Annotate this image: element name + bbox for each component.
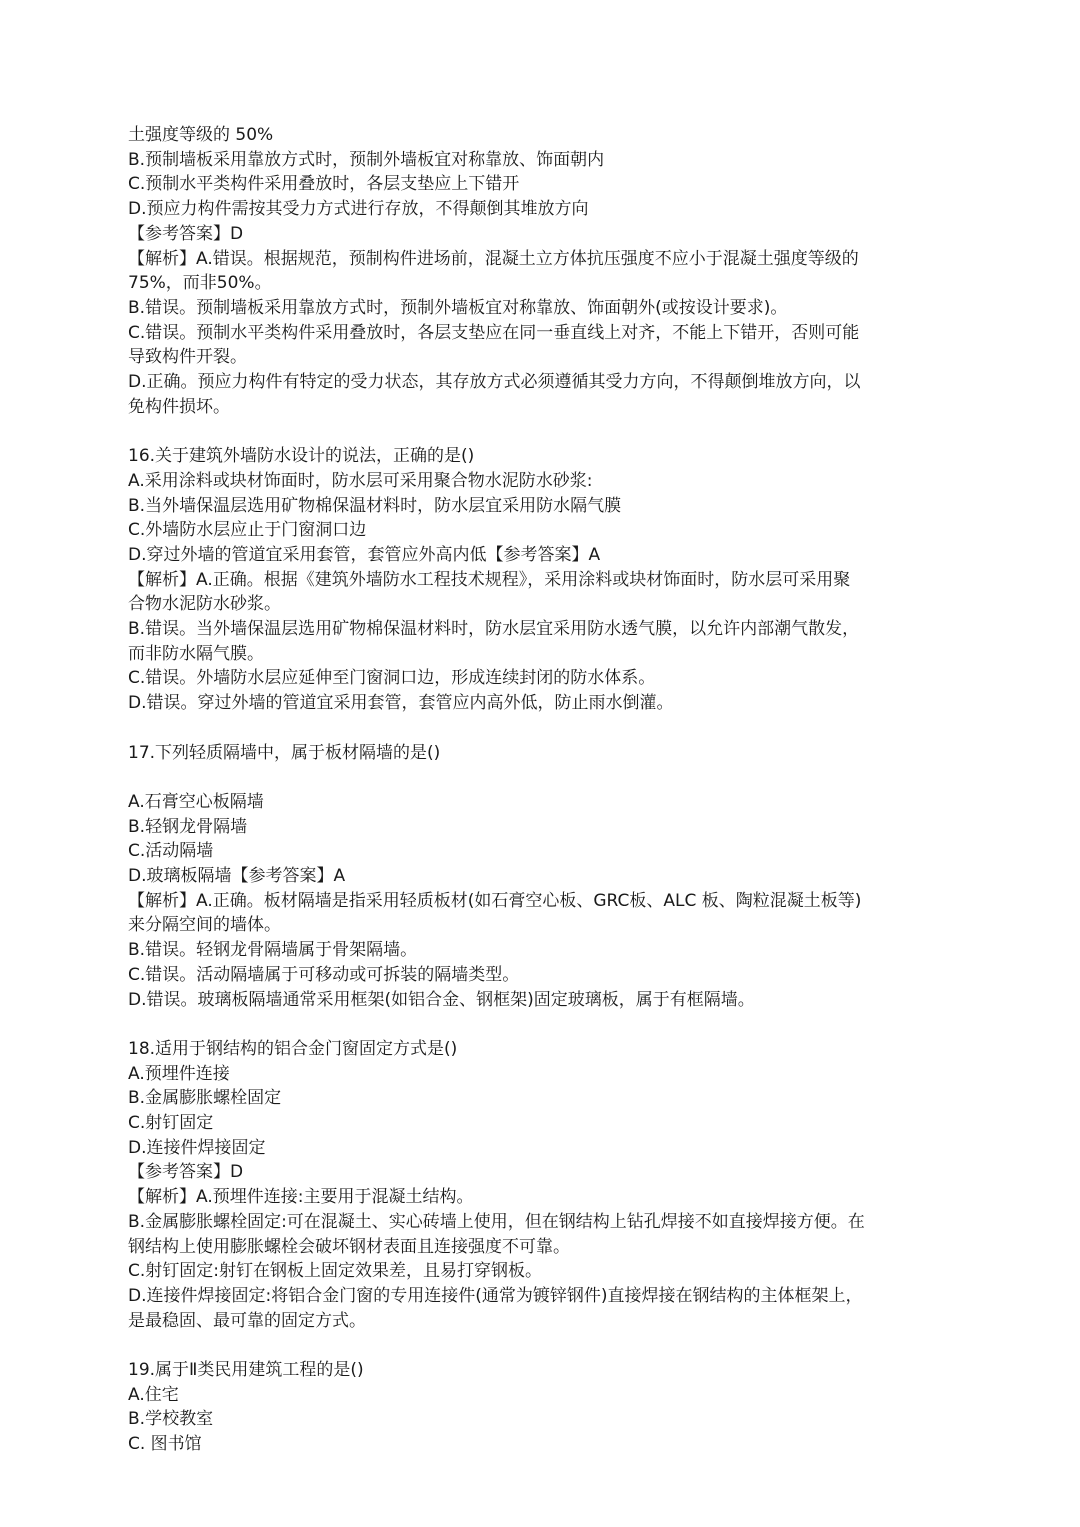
text-line: D.穿过外墙的管道宜采用套管，套管应外高内低【参考答案】A bbox=[128, 544, 601, 565]
text-line: A.住宅 bbox=[128, 1384, 179, 1405]
text-line: C.预制水平类构件采用叠放时，各层支垫应上下错开 bbox=[128, 174, 520, 195]
text-line: D.错误。穿过外墙的管道宜采用套管，套管应内高外低，防止雨水倒灌。 bbox=[128, 693, 674, 714]
text-line: 是最稳固、最可靠的固定方式。 bbox=[128, 1310, 366, 1331]
text-line: 钢结构上使用膨胀螺栓会破坏钢材表面且连接强度不可靠。 bbox=[128, 1236, 570, 1257]
text-line: 来分隔空间的墙体。 bbox=[128, 915, 281, 936]
text-line: C.活动隔墙 bbox=[128, 841, 214, 862]
text-line: C. 图书馆 bbox=[128, 1434, 202, 1455]
text-line: C.射钉固定 bbox=[128, 1113, 214, 1134]
text-line: A.采用涂料或块材饰面时，防水层可采用聚合物水泥防水砂浆: bbox=[128, 470, 593, 491]
text-line: 【解析】A.正确。根据《建筑外墙防水工程技术规程》，采用涂料或块材饰面时，防水层可采用聚 bbox=[128, 569, 851, 590]
text-line: D.连接件焊接固定:将铝合金门窗的专用连接件(通常为镀锌钢件)直接焊接在钢结构的主体框架上， bbox=[128, 1285, 863, 1306]
text-line: 导致构件开裂。 bbox=[128, 347, 247, 368]
text-line: B.错误。当外墙保温层选用矿物棉保温材料时，防水层宜采用防水透气膜，以允许内部潮气散发， bbox=[128, 619, 860, 640]
blank-line bbox=[128, 419, 958, 444]
text-line: 土强度等级的 50% bbox=[128, 125, 274, 145]
text-line: 【参考答案】D bbox=[128, 223, 244, 244]
blank-line bbox=[128, 1012, 958, 1037]
document-page bbox=[128, 123, 958, 1457]
text-line: B.金属膨胀螺栓固定 bbox=[128, 1088, 282, 1109]
text-line: 17.下列轻质隔墙中，属于板材隔墙的是() bbox=[128, 742, 441, 763]
text-line: D.玻璃板隔墙【参考答案】A bbox=[128, 866, 346, 887]
text-line: 19.属于Ⅱ类民用建筑工程的是() bbox=[128, 1360, 364, 1381]
text-line: C.错误。活动隔墙属于可移动或可拆装的隔墙类型。 bbox=[128, 964, 520, 985]
blank-line bbox=[128, 765, 958, 790]
text-line: 【解析】A.预埋件连接:主要用于混凝土结构。 bbox=[128, 1187, 474, 1208]
text-line: B.学校教室 bbox=[128, 1409, 214, 1430]
text-line: 合物水泥防水砂浆。 bbox=[128, 594, 281, 615]
text-line: 【解析】A.错误。根据规范，预制构件进场前，混凝土立方体抗压强度不应小于混凝土强度等级的 bbox=[128, 248, 859, 269]
text-line: B.当外墙保温层选用矿物棉保温材料时，防水层宜采用防水隔气膜 bbox=[128, 495, 622, 516]
text-line: C.错误。预制水平类构件采用叠放时，各层支垫应在同一垂直线上对齐，不能上下错开，否则可能 bbox=[128, 322, 860, 343]
text-line: C.外墙防水层应止于门窗洞口边 bbox=[128, 520, 367, 541]
text-line: 16.关于建筑外墙防水设计的说法，正确的是() bbox=[128, 446, 475, 467]
text-line: C.射钉固定:射钉在钢板上固定效果差，且易打穿钢板。 bbox=[128, 1261, 543, 1282]
text-line: 免构件损坏。 bbox=[128, 396, 230, 417]
text-line: D.错误。玻璃板隔墙通常采用框架(如铝合金、钢框架)固定玻璃板，属于有框隔墙。 bbox=[128, 989, 755, 1010]
text-line: B.预制墙板采用靠放方式时，预制外墙板宜对称靠放、饰面朝内 bbox=[128, 149, 605, 170]
text-line: B.错误。预制墙板采用靠放方式时，预制外墙板宜对称靠放、饰面朝外(或按设计要求)。 bbox=[128, 297, 788, 318]
text-line: 而非防水隔气膜。 bbox=[128, 643, 264, 664]
text-line: 【参考答案】D bbox=[128, 1162, 244, 1183]
text-line: 18.适用于钢结构的铝合金门窗固定方式是() bbox=[128, 1038, 458, 1059]
blank-line bbox=[128, 716, 958, 741]
text-line: A.石膏空心板隔墙 bbox=[128, 791, 264, 812]
blank-line bbox=[128, 1333, 958, 1358]
text-line: C.错误。外墙防水层应延伸至门窗洞口边，形成连续封闭的防水体系。 bbox=[128, 668, 656, 689]
text-line: B.金属膨胀螺栓固定:可在混凝土、实心砖墙上使用，但在钢结构上钻孔焊接不如直接焊接方便。在 bbox=[128, 1211, 865, 1232]
text-line: B.错误。轻钢龙骨隔墙属于骨架隔墙。 bbox=[128, 940, 418, 961]
text-line: D.正确。预应力构件有特定的受力状态，其存放方式必须遵循其受力方向，不得颠倒堆放方向，以 bbox=[128, 372, 861, 393]
text-line: 75%，而非50%。 bbox=[128, 273, 272, 294]
text-line: D.连接件焊接固定 bbox=[128, 1137, 266, 1158]
text-line: A.预埋件连接 bbox=[128, 1063, 230, 1084]
text-line: B.轻钢龙骨隔墙 bbox=[128, 816, 248, 837]
text-line: D.预应力构件需按其受力方式进行存放，不得颠倒其堆放方向 bbox=[128, 199, 589, 220]
text-line: 【解析】A.正确。板材隔墙是指采用轻质板材(如石膏空心板、GRC板、ALC 板、陶粒混凝土板等) bbox=[128, 890, 862, 911]
